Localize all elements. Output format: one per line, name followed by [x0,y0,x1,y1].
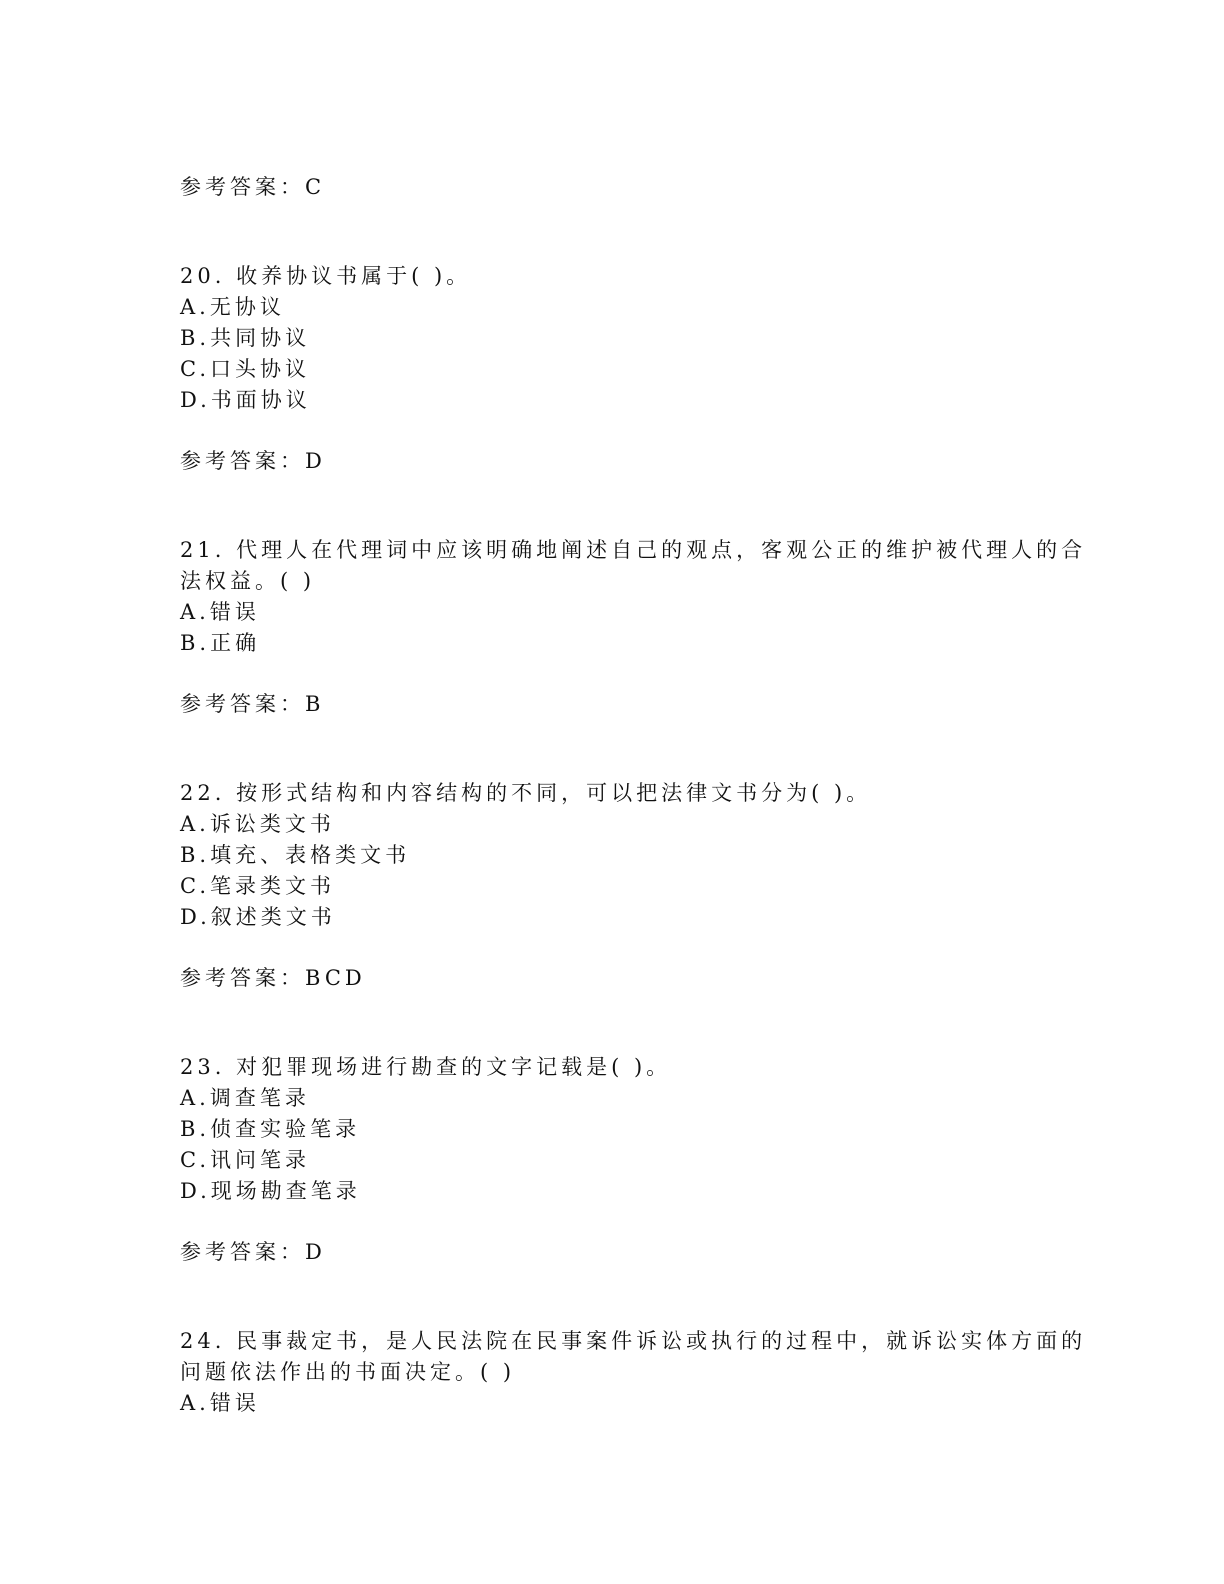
question-22: 22. 按形式结构和内容结构的不同，可以把法律文书分为( )。 [180,781,872,805]
question-20: 20. 收养协议书属于( )。 [180,264,472,288]
option-b: B.侦查实验笔录 [180,1117,361,1141]
option-d: D.书面协议 [180,388,311,412]
option-c: C.笔录类文书 [180,874,335,898]
question-23: 23. 对犯罪现场进行勘查的文字记载是( )。 [180,1055,672,1079]
option-a: A.错误 [180,1391,260,1415]
option-c: C.口头协议 [180,357,310,381]
question-24: 24. 民事裁定书，是人民法院在民事案件诉讼或执行的过程中，就诉讼实体方面的 [180,1329,1087,1353]
option-a: A.无协议 [180,295,285,319]
answer-line: 参考答案：BCD [180,966,366,990]
option-d: D.现场勘查笔录 [180,1179,361,1203]
question-21-continued: 法权益。( ) [180,569,316,593]
answer-line: 参考答案：B [180,692,325,716]
option-a: A.诉讼类文书 [180,812,335,836]
answer-line: 参考答案：C [180,175,326,199]
answer-line: 参考答案：D [180,449,326,473]
question-21: 21. 代理人在代理词中应该明确地阐述自己的观点，客观公正的维护被代理人的合 [180,538,1087,562]
option-c: C.讯问笔录 [180,1148,310,1172]
option-d: D.叙述类文书 [180,905,336,929]
option-a: A.错误 [180,600,260,624]
question-24-continued: 问题依法作出的书面决定。( ) [180,1360,516,1384]
option-b: B.填充、表格类文书 [180,843,411,867]
option-b: B.正确 [180,631,261,655]
answer-line: 参考答案：D [180,1240,326,1264]
option-a: A.调查笔录 [180,1086,310,1110]
option-b: B.共同协议 [180,326,311,350]
